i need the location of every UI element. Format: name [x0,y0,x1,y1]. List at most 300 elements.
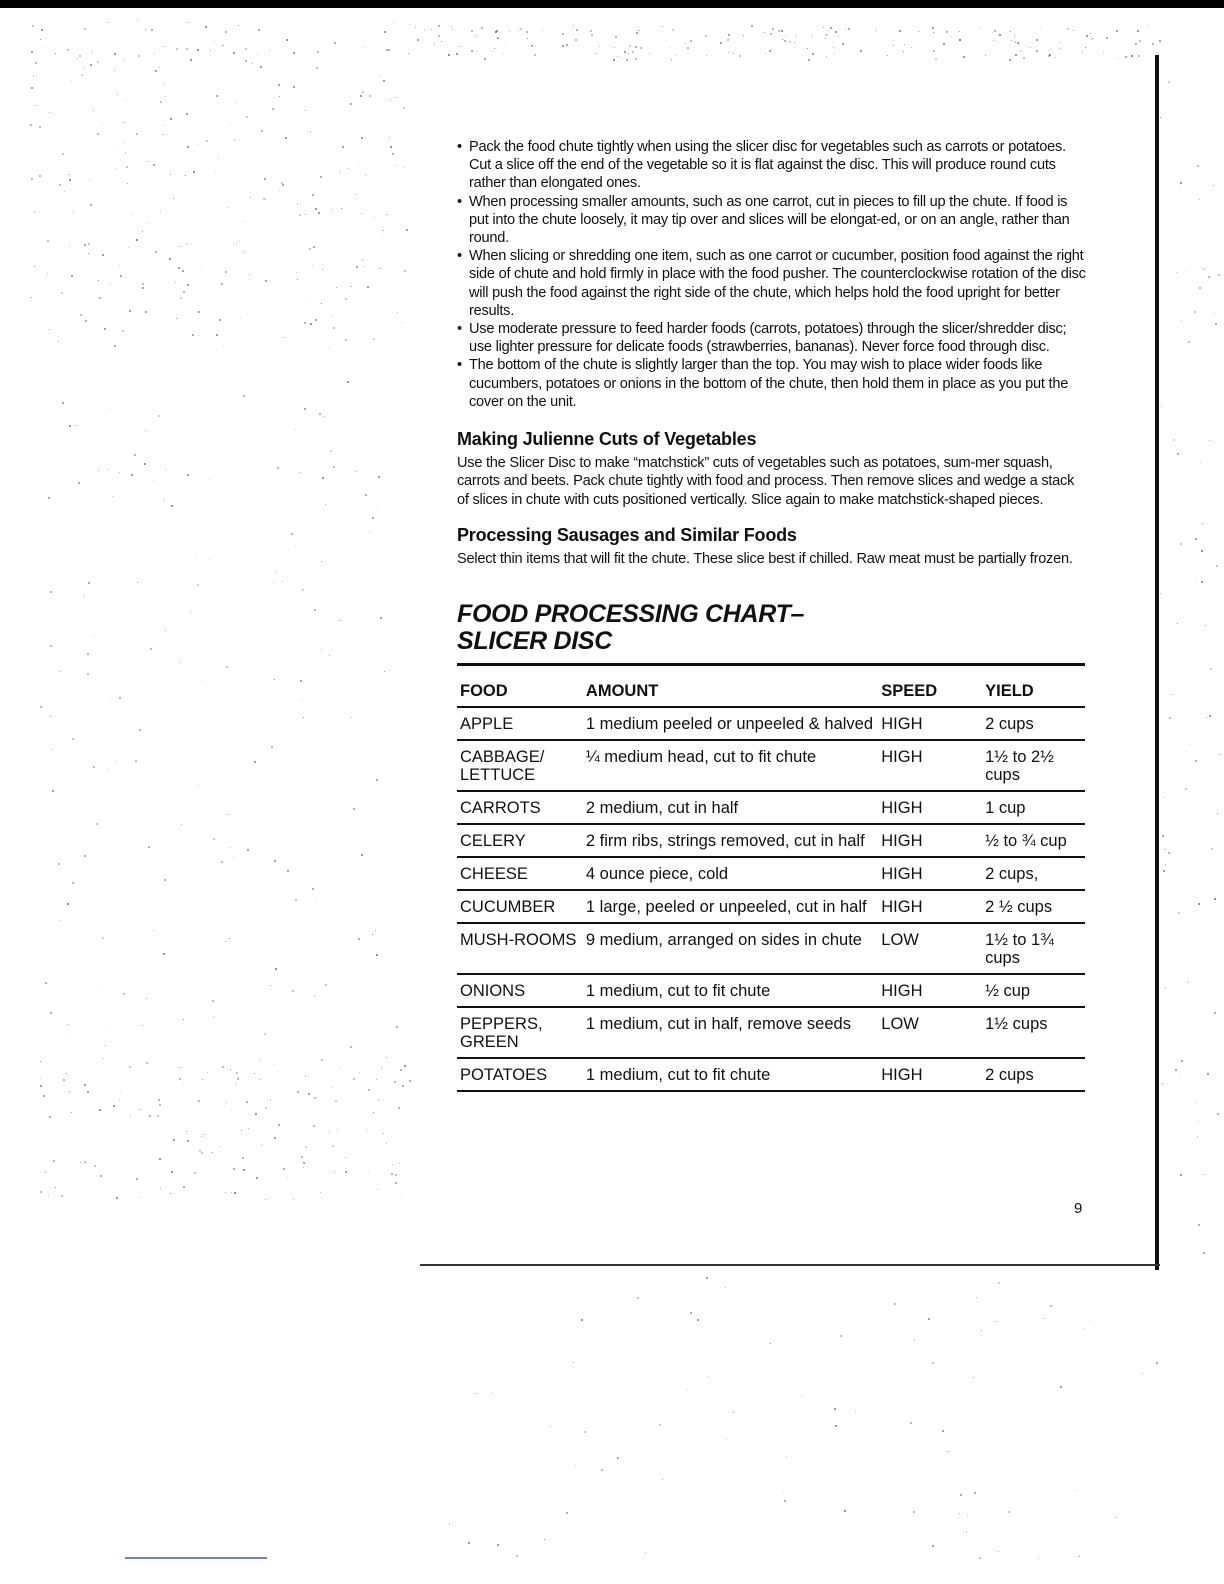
speckle-dot [148,846,150,848]
speckle-dot [123,60,124,61]
speckle-dot [329,655,330,656]
speckle-dot [67,49,69,51]
speckle-dot [1015,54,1017,56]
speckle-dot [840,1335,842,1337]
speckle-dot [342,146,344,148]
speckle-dot [296,272,297,273]
speckle-dot [265,199,266,200]
speckle-dot [1214,1012,1216,1014]
speckle-dot [124,122,125,123]
speckle-dot [417,39,419,41]
speckle-dot [434,43,435,44]
speckle-dot [256,1177,258,1179]
speckle-dot [246,1101,248,1103]
speckle-dot [1084,1328,1085,1329]
speckle-dot [438,35,440,37]
speckle-dot [1086,35,1088,37]
speckle-dot [765,53,766,54]
speckle-dot [244,252,245,253]
speckle-dot [1106,37,1108,39]
speckle-dot [336,287,337,288]
speckle-dot [784,1500,786,1502]
speckle-dot [120,1091,121,1092]
speckle-dot [264,1033,266,1035]
speckle-dot [119,472,120,473]
speckle-dot [261,1144,262,1145]
table-row [457,890,1085,923]
speckle-dot [245,48,247,50]
speckle-dot [808,59,810,61]
speckle-dot [1135,43,1137,45]
speckle-dot [39,126,41,128]
speckle-dot [238,25,239,26]
speckle-dot [637,30,638,31]
speckle-dot [66,1034,67,1035]
speckle-dot [842,43,844,45]
speckle-dot [41,29,43,31]
speckle-dot [297,204,298,205]
speckle-dot [1216,565,1218,567]
speckle-dot [144,463,146,465]
speckle-dot [293,52,295,54]
speckle-dot [345,339,347,341]
speckle-dot [1209,440,1210,441]
speckle-dot [117,94,118,95]
speckle-dot [1161,406,1162,407]
speckle-dot [967,1515,968,1516]
speckle-dot [685,43,686,44]
speckle-dot [97,61,99,63]
speckle-dot [1211,848,1213,850]
speckle-dot [408,53,409,54]
speckle-dot [202,1079,203,1080]
speckle-dot [431,29,432,30]
speckle-dot [315,319,317,321]
speckle-dot [67,1024,68,1025]
speckle-dot [246,116,248,118]
speckle-dot [980,27,981,28]
speckle-dot [981,1330,982,1331]
speckle-dot [61,1195,63,1197]
speckle-dot [1156,1362,1158,1364]
speckle-dot [397,312,398,313]
speckle-dot [358,165,359,166]
speckle-dot [992,32,993,33]
julienne-heading: Making Julienne Cuts of Vegetables [457,429,757,450]
cell-amount: 4 ounce piece, cold [584,857,881,890]
cell-amount: 1 medium, cut in half, remove seeds [584,1007,881,1058]
speckle-dot [1177,623,1178,624]
speckle-dot [197,144,198,145]
speckle-dot [733,1412,734,1413]
speckle-dot [401,225,402,226]
speckle-dot [1009,59,1011,61]
speckle-dot [64,191,65,192]
speckle-dot [58,863,60,865]
speckle-dot [123,993,125,995]
speckle-dot [959,39,961,41]
speckle-dot [265,1107,267,1109]
speckle-dot [203,1134,204,1135]
speckle-dot [165,630,166,631]
speckle-dot [409,1080,411,1082]
speckle-dot [202,269,203,270]
speckle-dot [355,194,356,195]
sausages-section [457,525,1087,568]
speckle-dot [248,1128,249,1129]
speckle-dot [58,341,59,342]
speckle-dot [875,30,876,31]
speckle-dot [1189,744,1190,745]
sausages-heading: Processing Sausages and Similar Foods [457,525,797,546]
speckle-dot [911,47,912,48]
speckle-dot [301,1156,303,1158]
speckle-dot [1201,581,1203,583]
table-row [457,1058,1085,1091]
speckle-dot [1038,1558,1039,1559]
speckle-dot [460,46,461,47]
speckle-dot [361,137,363,139]
speckle-dot [584,1431,586,1433]
speckle-dot [764,32,765,33]
speckle-dot [728,34,730,36]
speckle-dot [135,760,137,762]
speckle-dot [291,533,293,535]
speckle-dot [350,1046,352,1048]
speckle-dot [845,29,846,30]
speckle-dot [275,968,277,970]
speckle-dot [213,41,214,42]
speckle-dot [373,338,375,340]
speckle-dot [315,208,317,210]
speckle-dot [1060,1386,1062,1388]
speckle-dot [102,254,104,256]
cell-food: CELERY [457,824,584,857]
speckle-dot [286,39,288,41]
speckle-dot [316,67,318,69]
speckle-dot [1164,797,1165,798]
speckle-dot [49,1116,51,1118]
tips-list [457,138,1087,411]
speckle-dot [811,36,812,37]
speckle-dot [828,30,829,31]
chart-title-line2: SLICER DISC [457,626,613,655]
speckle-dot [187,146,189,148]
speckle-dot [368,1172,369,1173]
speckle-dot [1014,35,1015,36]
speckle-dot [1205,625,1206,626]
speckle-dot [796,35,797,36]
speckle-dot [272,108,274,110]
speckle-dot [34,212,35,213]
speckle-dot [1060,42,1061,43]
speckle-dot [299,214,301,216]
speckle-dot [801,1395,802,1396]
speckle-dot [140,1109,141,1110]
speckle-dot [1125,56,1127,58]
speckle-dot [823,27,824,28]
speckle-dot [778,30,780,32]
speckle-dot [283,1168,285,1170]
speckle-dot [1160,117,1161,118]
speckle-dot [933,50,935,52]
speckle-dot [236,1072,238,1074]
speckle-dot [1050,49,1051,50]
speckle-dot [176,318,177,319]
speckle-dot [720,42,722,44]
speckle-dot [159,1158,161,1160]
speckle-dot [235,102,236,103]
speckle-dot [231,1109,232,1110]
speckle-dot [230,1069,231,1070]
speckle-dot [1082,51,1083,52]
speckle-dot [1177,453,1179,455]
speckle-dot [47,273,48,274]
cell-speed: LOW [881,1007,985,1058]
speckle-dot [53,1160,55,1162]
speckle-dot [386,214,387,215]
speckle-dot [194,1172,196,1174]
speckle-dot [160,101,162,103]
speckle-dot [233,857,234,858]
speckle-dot [159,1104,161,1106]
cell-amount: 1 large, peeled or unpeeled, cut in half [584,890,881,923]
speckle-dot [146,1062,148,1064]
speckle-dot [91,51,92,52]
speckle-dot [452,29,453,30]
speckle-dot [322,477,324,479]
speckle-dot [994,30,996,32]
speckle-dot [318,212,320,214]
speckle-dot [233,52,235,54]
speckle-dot [1217,1113,1219,1115]
speckle-dot [159,67,160,68]
speckle-dot [234,1192,236,1194]
speckle-dot [402,1085,404,1087]
speckle-dot [637,1297,639,1299]
speckle-dot [1067,28,1069,30]
speckle-dot [255,1113,257,1115]
speckle-dot [399,1163,400,1164]
speckle-dot [193,171,195,173]
speckle-dot [1116,1517,1117,1518]
speckle-dot [282,184,284,186]
speckle-dot [93,110,94,111]
speckle-dot [1138,55,1140,57]
speckle-dot [1219,754,1220,755]
speckle-dot [636,32,638,34]
speckle-dot [340,171,341,172]
speckle-dot [379,75,380,76]
speckle-dot [114,53,116,55]
speckle-dot [114,148,115,149]
speckle-dot [1014,37,1015,38]
speckle-dot [297,1091,299,1093]
speckle-dot [306,300,307,301]
speckle-dot [942,1430,944,1432]
speckle-dot [59,184,61,186]
speckle-dot [312,888,314,890]
speckle-dot [629,45,631,47]
speckle-dot [1172,694,1173,695]
scan-blue-mark [125,1557,267,1559]
speckle-dot [73,211,74,212]
cell-yield: ½ to ¾ cup [985,824,1085,857]
speckle-dot [576,29,578,31]
speckle-dot [197,49,199,51]
speckle-dot [403,107,405,109]
speckle-dot [626,59,628,61]
speckle-dot [176,48,178,50]
header-amount: AMOUNT [584,682,881,707]
speckle-dot [993,40,994,41]
cell-speed: HIGH [881,890,985,923]
cell-yield: 2 ½ cups [985,890,1085,923]
speckle-dot [72,882,74,884]
speckle-dot [835,31,837,33]
speckle-dot [207,1072,208,1073]
speckle-dot [1165,988,1166,989]
speckle-dot [976,1297,977,1298]
speckle-dot [50,591,52,593]
speckle-dot [245,60,247,62]
speckle-dot [1014,41,1016,43]
table-header-row [457,682,1085,707]
speckle-dot [996,1321,997,1322]
speckle-dot [751,25,753,27]
speckle-dot [1185,788,1187,790]
cell-yield: 2 cups, [985,857,1085,890]
speckle-dot [1178,912,1180,914]
table-row [457,740,1085,791]
speckle-dot [1090,33,1091,34]
speckle-dot [329,347,330,348]
speckle-dot [316,54,317,55]
speckle-dot [531,45,533,47]
speckle-dot [109,1027,110,1028]
speckle-dot [575,1465,576,1466]
speckle-dot [784,40,786,42]
speckle-dot [202,681,203,682]
speckle-dot [1203,1252,1205,1254]
speckle-dot [334,1172,335,1173]
speckle-dot [562,45,564,47]
speckle-dot [210,50,211,51]
speckle-dot [1023,57,1025,59]
speckle-dot [274,1064,275,1065]
speckle-dot [959,1513,960,1514]
speckle-dot [959,31,960,32]
speckle-dot [1165,849,1166,850]
speckle-dot [706,55,707,56]
speckle-dot [438,25,440,27]
speckle-dot [613,59,615,61]
speckle-dot [1209,715,1211,717]
speckle-dot [231,1192,232,1193]
speckle-dot [50,716,51,717]
speckle-dot [351,717,352,718]
speckle-dot [67,903,69,905]
speckle-dot [935,58,937,60]
speckle-dot [274,1137,276,1139]
speckle-dot [456,53,458,55]
speckle-dot [706,1277,708,1279]
speckle-dot [31,297,32,298]
speckle-dot [772,28,774,30]
speckle-dot [887,55,888,56]
speckle-dot [40,1061,41,1062]
speckle-dot [928,1318,930,1320]
speckle-dot [179,662,180,663]
speckle-dot [345,1171,347,1173]
speckle-dot [369,531,370,532]
speckle-dot [376,954,378,956]
speckle-dot [1201,550,1203,552]
speckle-dot [894,1303,896,1305]
speckle-dot [36,105,37,106]
speckle-dot [378,1100,379,1101]
speckle-dot [781,30,783,32]
speckle-dot [252,63,253,64]
speckle-dot [153,480,154,481]
speckle-dot [142,283,144,285]
speckle-dot [282,581,283,582]
scan-bottom-edge [420,1264,1160,1266]
speckle-dot [960,1494,962,1496]
speckle-dot [356,471,357,472]
speckle-dot [376,1079,377,1080]
speckle-dot [151,29,153,31]
speckle-dot [153,164,155,166]
speckle-dot [60,671,61,672]
speckle-dot [1137,30,1139,32]
speckle-dot [87,1091,89,1093]
speckle-dot [614,47,615,48]
cell-speed: HIGH [881,791,985,824]
cell-speed: HIGH [881,1058,985,1091]
speckle-dot [134,454,136,456]
cell-yield: ½ cup [985,974,1085,1007]
speckle-dot [424,30,425,31]
speckle-dot [308,1093,310,1095]
speckle-dot [79,55,81,57]
speckle-dot [362,91,364,93]
speckle-dot [1148,25,1149,26]
speckle-dot [190,611,191,612]
speckle-dot [163,46,164,47]
speckle-dot [170,174,171,175]
speckle-dot [381,1067,382,1068]
speckle-dot [1036,50,1038,52]
speckle-dot [834,1408,836,1410]
speckle-dot [99,297,101,299]
speckle-dot [259,1060,260,1061]
speckle-dot [187,1140,189,1142]
speckle-dot [287,870,289,872]
speckle-dot [279,96,280,97]
speckle-dot [69,246,70,247]
speckle-dot [88,243,90,245]
speckle-dot [173,1139,175,1141]
speckle-dot [1218,274,1220,276]
speckle-dot [305,1146,307,1148]
speckle-dot [339,1068,340,1069]
speckle-dot [834,53,835,54]
speckle-dot [770,1343,771,1344]
speckle-dot [321,649,322,650]
speckle-dot [932,27,934,29]
speckle-dot [178,267,180,269]
